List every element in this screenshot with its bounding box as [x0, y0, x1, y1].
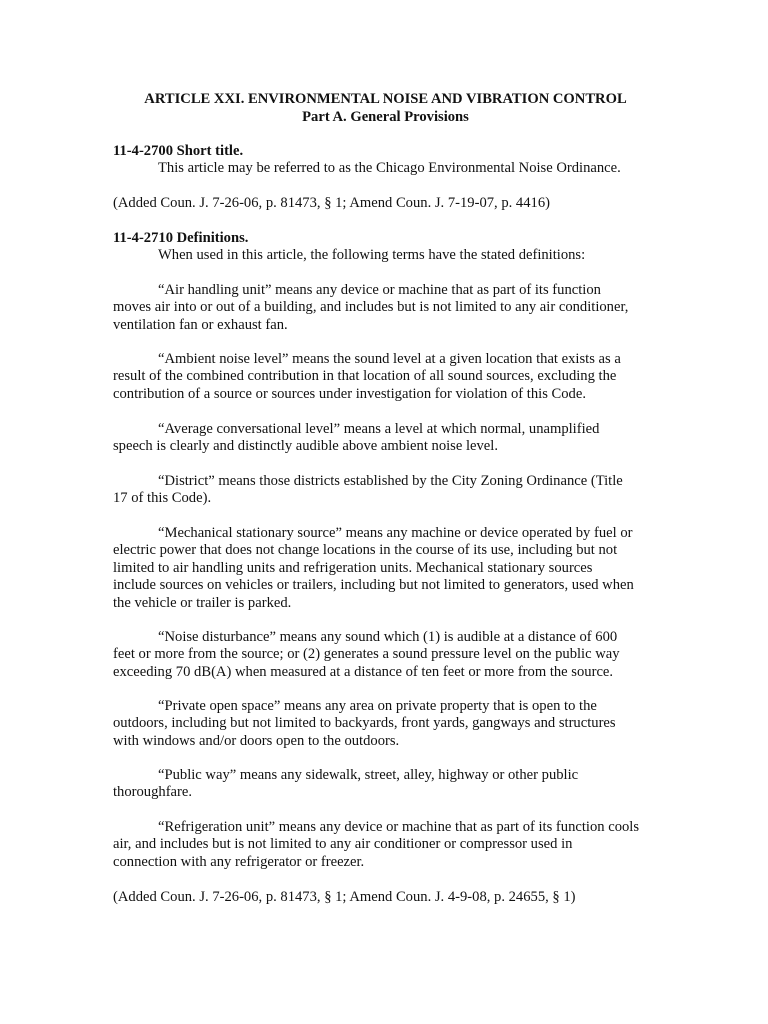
section-2710	[113, 230, 658, 265]
section-heading: 11-4-2710 Definitions.	[113, 230, 249, 246]
definition-average-conversational-level: “Average conversational level” means a level at which normal, unamplified speech is clearly and distinctly audible above ambient noise level.	[113, 421, 600, 455]
section-heading: 11-4-2700 Short title.	[113, 143, 244, 159]
section-history: (Added Coun. J. 7-26-06, p. 81473, § 1; Amend Coun. J. 7-19-07, p. 4416)	[113, 195, 550, 211]
definition-ambient-noise-level: “Ambient noise level” means the sound level at a given location that exists as a result of the combined contribution in that location of all sound sources, excluding the contribution of a source or sources under investigation for violation of this Code.	[113, 351, 621, 402]
section-text: This article may be referred to as the Chicago Environmental Noise Ordinance.	[158, 160, 621, 177]
section-2700	[113, 143, 658, 178]
part-title: Part A. General Provisions	[302, 109, 469, 125]
section-intro: When used in this article, the following terms have the stated definitions:	[158, 247, 586, 264]
definition-noise-disturbance: “Noise disturbance” means any sound which (1) is audible at a distance of 600 feet or more from the source; or (2) generates a sound pressure level on the public way exceeding 70 dB(A) when measured at a distance of ten feet or more from the source.	[113, 629, 620, 680]
definition-district: “District” means those districts established by the City Zoning Ordinance (Title 17 of this Code).	[113, 473, 623, 507]
definition-refrigeration-unit: “Refrigeration unit” means any device or machine that as part of its function cools air, and includes but is not limited to any air conditioner or compressor used in connection with any refrigerator or freezer.	[113, 819, 640, 870]
definition-public-way: “Public way” means any sidewalk, street, alley, highway or other public thoroughfare.	[113, 767, 579, 801]
definition-air-handling-unit: “Air handling unit” means any device or machine that as part of its function moves air into or out of a building, and includes but is not limited to any air conditioner, ventilation fan or exhaust fan.	[113, 282, 629, 333]
definition-mechanical-stationary-source: “Mechanical stationary source” means any machine or device operated by fuel or electric power that does not change locations in the course of its use, including but not limited to air handling units and refrigeration units. Mechanical stationary sources include sources on vehicles or trailers, including but not limited to generators, used when the vehicle or trailer is parked.	[113, 525, 634, 611]
definition-private-open-space: “Private open space” means any area on private property that is open to the outdoors, including but not limited to backyards, front yards, gangways and structures with windows and/or doors open to the outdoors.	[113, 698, 616, 749]
section-history: (Added Coun. J. 7-26-06, p. 81473, § 1; Amend Coun. J. 4-9-08, p. 24655, § 1)	[113, 889, 576, 905]
article-title: ARTICLE XXI. ENVIRONMENTAL NOISE AND VIBRATION CONTROL	[144, 91, 627, 107]
